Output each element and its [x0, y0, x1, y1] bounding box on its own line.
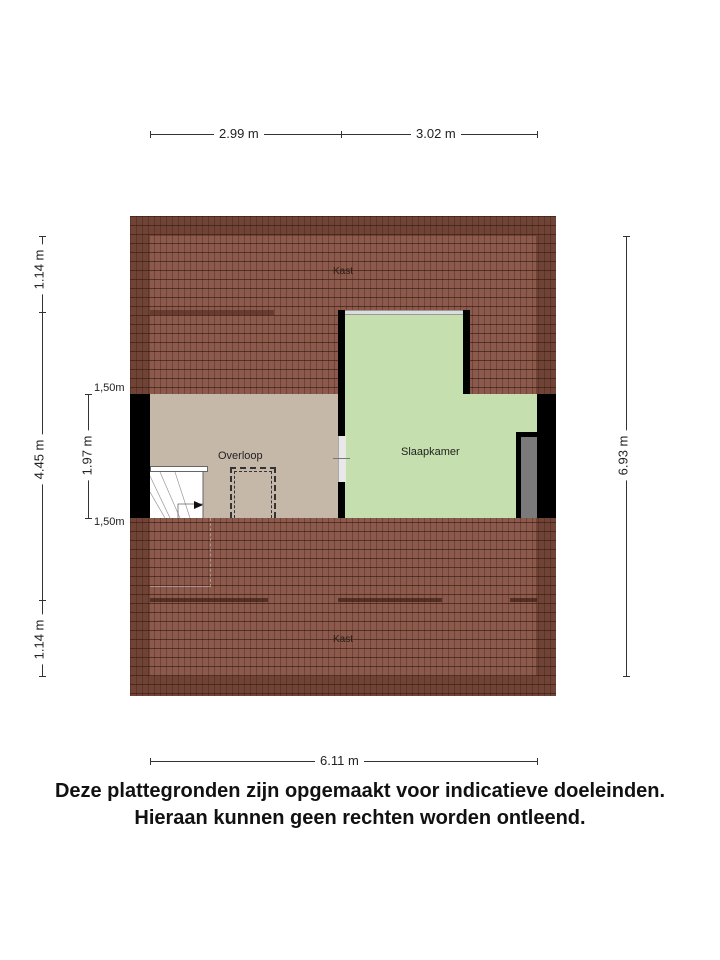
- door-swing-mark: [333, 458, 350, 459]
- room-label-slaapkamer: Slaapkamer: [401, 446, 460, 458]
- dimension-tick: [85, 518, 92, 519]
- dimension-tick: [39, 676, 46, 677]
- room-label-overloop: Overloop: [218, 450, 263, 462]
- dimension-tick: [150, 758, 151, 765]
- dimension-tick: [39, 312, 46, 313]
- dimension-line-top: [150, 134, 537, 135]
- dimension-inner-left: 1.97 m: [79, 431, 94, 481]
- dimension-top-left: 2.99 m: [214, 126, 264, 141]
- wall-right: [537, 394, 556, 518]
- dimension-tick: [341, 131, 342, 138]
- dimension-left-middle: 4.45 m: [31, 435, 46, 485]
- dimension-tick: [39, 236, 46, 237]
- closet: [521, 437, 537, 518]
- attic-hatch-inner: [234, 471, 272, 518]
- roof-beam: [338, 598, 442, 602]
- dimension-left-top: 1.14 m: [31, 245, 46, 295]
- window-top: [345, 310, 463, 315]
- disclaimer-line-1: Deze plattegronden zijn opgemaakt voor indicatieve doeleinden.: [54, 780, 666, 802]
- dimension-left-bottom: 1.14 m: [31, 615, 46, 665]
- roof-beam: [510, 598, 537, 602]
- wall-left: [130, 394, 150, 518]
- door-opening[interactable]: [338, 436, 346, 482]
- height-label-top: 1,50m: [94, 382, 125, 394]
- staircase: [150, 472, 206, 518]
- dimension-tick: [150, 131, 151, 138]
- disclaimer-line-2: Hieraan kunnen geen rechten worden ontleend.: [134, 807, 586, 829]
- stair-extension-ghost: [150, 518, 211, 587]
- height-label-bottom: 1,50m: [94, 516, 125, 528]
- dimension-tick: [537, 131, 538, 138]
- room-slaapkamer-dormer: [345, 312, 463, 396]
- dimension-tick: [623, 676, 630, 677]
- room-label-kast-top: Kast: [333, 266, 354, 277]
- dimension-tick: [537, 758, 538, 765]
- disclaimer: [0, 778, 720, 832]
- dimension-right: 6.93 m: [615, 431, 630, 481]
- wall-dormer-right: [463, 310, 470, 394]
- dimension-tick: [39, 600, 46, 601]
- roof-beam: [150, 310, 274, 315]
- dimension-bottom: 6.11 m: [315, 753, 364, 768]
- dimension-tick: [85, 394, 92, 395]
- dimension-top-right: 3.02 m: [411, 126, 461, 141]
- roof-beam: [150, 598, 268, 602]
- room-label-kast-bottom: Kast: [333, 634, 354, 645]
- dimension-tick: [623, 236, 630, 237]
- wall-partition: [338, 310, 345, 518]
